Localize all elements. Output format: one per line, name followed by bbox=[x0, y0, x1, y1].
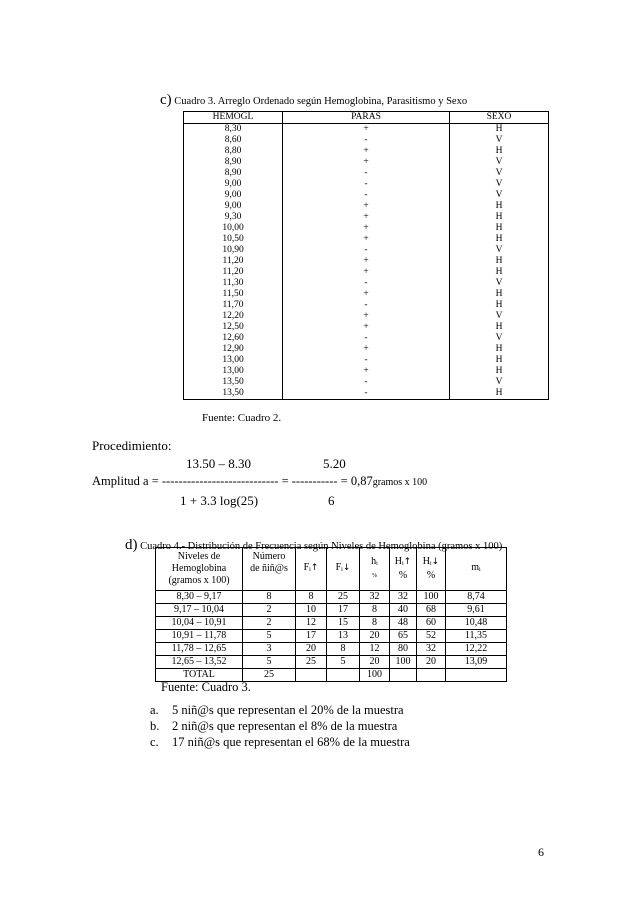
table-cell: 65 bbox=[390, 630, 417, 643]
table-cell: - bbox=[283, 333, 450, 344]
table-cell: V bbox=[450, 179, 549, 190]
table-cell: - bbox=[283, 179, 450, 190]
table-row bbox=[184, 344, 549, 355]
cuadro3-header-sexo: SEXO bbox=[450, 112, 549, 124]
procedimiento-label: Procedimiento: bbox=[92, 438, 172, 453]
table-cell: - bbox=[283, 135, 450, 146]
table-row bbox=[184, 278, 549, 289]
table-cell: 13,50 bbox=[184, 388, 283, 400]
table-cell: 8,60 bbox=[184, 135, 283, 146]
table-cell: + bbox=[283, 289, 450, 300]
table-cell: 25 bbox=[296, 656, 327, 669]
table-cell: 20 bbox=[417, 656, 446, 669]
table-cell: 100 bbox=[390, 656, 417, 669]
table-cell: 100 bbox=[360, 669, 390, 682]
table-cell: 13 bbox=[327, 630, 360, 643]
table-cell: 11,78 – 12,65 bbox=[156, 643, 243, 656]
table-cell: 15 bbox=[327, 617, 360, 630]
cuadro3-letter: c) bbox=[160, 92, 172, 108]
table-cell: 8 bbox=[360, 604, 390, 617]
table-cell: H bbox=[450, 223, 549, 234]
table-row bbox=[184, 377, 549, 388]
table-cell bbox=[417, 669, 446, 682]
table-cell bbox=[327, 669, 360, 682]
table-row bbox=[184, 267, 549, 278]
table-cell: H bbox=[450, 212, 549, 223]
table-cell: 11,20 bbox=[184, 256, 283, 267]
table-cell: 12,22 bbox=[446, 643, 507, 656]
table-cell: 25 bbox=[327, 591, 360, 604]
arrow-up-icon: ↑ bbox=[403, 557, 412, 567]
table-cell: 68 bbox=[417, 604, 446, 617]
table-cell: H bbox=[450, 388, 549, 400]
cuadro4-table bbox=[155, 547, 507, 682]
header-niveles: Niveles de Hemoglobina (gramos x 100) bbox=[156, 548, 243, 591]
table-cell: 11,50 bbox=[184, 289, 283, 300]
table-cell: 10 bbox=[296, 604, 327, 617]
header-mi: mi bbox=[446, 548, 507, 591]
amplitude-denominator: 1 + 3.3 log(25) bbox=[180, 493, 259, 508]
table-row bbox=[156, 656, 507, 669]
table-cell: + bbox=[283, 322, 450, 333]
table-row bbox=[184, 179, 549, 190]
table-cell: H bbox=[450, 256, 549, 267]
header-fi-up: Fi↑ bbox=[296, 548, 327, 591]
table-cell: 12,50 bbox=[184, 322, 283, 333]
table-cell: 9,00 bbox=[184, 179, 283, 190]
table-cell: 10,00 bbox=[184, 223, 283, 234]
table-row bbox=[184, 333, 549, 344]
table-cell: 13,00 bbox=[184, 366, 283, 377]
header-numero: Número de ñiñ@s bbox=[243, 548, 296, 591]
table-cell: 20 bbox=[296, 643, 327, 656]
table-cell: 13,09 bbox=[446, 656, 507, 669]
table-row bbox=[184, 190, 549, 201]
table-row bbox=[184, 135, 549, 146]
cuadro3-header-paras: PARAS bbox=[283, 112, 450, 124]
table-cell: 12,65 – 13,52 bbox=[156, 656, 243, 669]
table-cell bbox=[390, 669, 417, 682]
table-cell: 17 bbox=[327, 604, 360, 617]
table-cell: 32 bbox=[390, 591, 417, 604]
table-cell: 5 bbox=[327, 656, 360, 669]
table-cell: 9,17 – 10,04 bbox=[156, 604, 243, 617]
table-cell: 12,90 bbox=[184, 344, 283, 355]
table-cell: 32 bbox=[417, 643, 446, 656]
amplitude-numerator: 13.50 – 8.30 bbox=[186, 456, 251, 471]
table-cell: H bbox=[450, 289, 549, 300]
table-cell: 12,60 bbox=[184, 333, 283, 344]
table-cell: V bbox=[450, 333, 549, 344]
table-cell: 20 bbox=[360, 630, 390, 643]
amplitude-units: gramos x 100 bbox=[372, 477, 428, 488]
arrow-down-icon: ↓ bbox=[342, 563, 351, 573]
table-row bbox=[184, 322, 549, 333]
table-cell: H bbox=[450, 146, 549, 157]
table-cell: - bbox=[283, 168, 450, 179]
header-Hi-down: Hi↓ % bbox=[417, 548, 446, 591]
table-row bbox=[184, 201, 549, 212]
table-cell bbox=[296, 669, 327, 682]
table-cell: H bbox=[450, 201, 549, 212]
table-cell: 10,04 – 10,91 bbox=[156, 617, 243, 630]
table-cell: 8 bbox=[327, 643, 360, 656]
table-cell: 11,30 bbox=[184, 278, 283, 289]
table-row bbox=[184, 168, 549, 179]
table-cell: H bbox=[450, 124, 549, 136]
arrow-up-icon: ↑ bbox=[310, 563, 319, 573]
table-cell: H bbox=[450, 267, 549, 278]
table-row bbox=[156, 604, 507, 617]
table-cell: 48 bbox=[390, 617, 417, 630]
table-cell: 13,00 bbox=[184, 355, 283, 366]
table-cell: 13,50 bbox=[184, 377, 283, 388]
table-cell: + bbox=[283, 256, 450, 267]
table-cell: V bbox=[450, 157, 549, 168]
table-cell bbox=[446, 669, 507, 682]
table-row bbox=[184, 311, 549, 322]
table-cell: 20 bbox=[360, 656, 390, 669]
table-cell: 40 bbox=[390, 604, 417, 617]
table-cell: + bbox=[283, 234, 450, 245]
table-cell: + bbox=[283, 212, 450, 223]
table-row bbox=[184, 212, 549, 223]
table-cell: 2 bbox=[243, 604, 296, 617]
header-fi-down: Fi↓ bbox=[327, 548, 360, 591]
table-cell: 8,30 bbox=[184, 124, 283, 136]
table-row bbox=[184, 234, 549, 245]
table-row bbox=[184, 388, 549, 400]
table-cell: - bbox=[283, 355, 450, 366]
table-cell: H bbox=[450, 355, 549, 366]
table-cell: 8,90 bbox=[184, 168, 283, 179]
table-cell: 12,20 bbox=[184, 311, 283, 322]
table-cell: 8,80 bbox=[184, 146, 283, 157]
table-cell: 5 bbox=[243, 630, 296, 643]
cuadro3-heading bbox=[160, 92, 467, 109]
table-cell: H bbox=[450, 366, 549, 377]
table-row bbox=[184, 256, 549, 267]
arrow-down-icon: ↓ bbox=[431, 557, 440, 567]
table-row bbox=[156, 643, 507, 656]
table-cell: 9,61 bbox=[446, 604, 507, 617]
table-cell: V bbox=[450, 311, 549, 322]
table-row bbox=[184, 124, 549, 136]
table-cell: 12 bbox=[296, 617, 327, 630]
table-cell: + bbox=[283, 267, 450, 278]
table-cell: V bbox=[450, 135, 549, 146]
table-row bbox=[184, 157, 549, 168]
table-row bbox=[184, 355, 549, 366]
table-cell: 25 bbox=[243, 669, 296, 682]
amplitude-denominator-result: 6 bbox=[328, 493, 335, 508]
table-cell: H bbox=[450, 322, 549, 333]
table-cell: 60 bbox=[417, 617, 446, 630]
table-cell: + bbox=[283, 146, 450, 157]
table-cell: 5 bbox=[243, 656, 296, 669]
header-hi: hi % bbox=[360, 548, 390, 591]
table-cell: 8,30 – 9,17 bbox=[156, 591, 243, 604]
cuadro3-table bbox=[183, 111, 549, 400]
table-cell: V bbox=[450, 168, 549, 179]
amplitude-formula bbox=[92, 474, 427, 489]
cuadro4-source: Fuente: Cuadro 3. bbox=[161, 680, 251, 694]
table-cell: 80 bbox=[390, 643, 417, 656]
table-cell: 2 bbox=[243, 617, 296, 630]
table-row bbox=[156, 630, 507, 643]
table-cell: + bbox=[283, 157, 450, 168]
table-cell: 8 bbox=[360, 617, 390, 630]
table-cell: + bbox=[283, 366, 450, 377]
table-cell: 11,20 bbox=[184, 267, 283, 278]
cuadro3-source: Fuente: Cuadro 2. bbox=[202, 412, 282, 424]
table-cell: 10,48 bbox=[446, 617, 507, 630]
table-row bbox=[156, 591, 507, 604]
table-cell: 3 bbox=[243, 643, 296, 656]
table-cell: 8,90 bbox=[184, 157, 283, 168]
cuadro3-header-hemogl: HEMOGL bbox=[184, 112, 283, 124]
table-cell: 10,91 – 11,78 bbox=[156, 630, 243, 643]
table-cell: 8 bbox=[243, 591, 296, 604]
table-cell: + bbox=[283, 223, 450, 234]
table-cell: H bbox=[450, 234, 549, 245]
table-cell: + bbox=[283, 124, 450, 136]
table-cell: 11,70 bbox=[184, 300, 283, 311]
table-cell: H bbox=[450, 344, 549, 355]
table-row bbox=[156, 617, 507, 630]
table-row bbox=[184, 223, 549, 234]
page-number: 6 bbox=[538, 845, 544, 859]
table-cell: 12 bbox=[360, 643, 390, 656]
list-item: c. 17 niñ@s que representan el 68% de la muestra bbox=[150, 735, 410, 749]
table-cell: V bbox=[450, 278, 549, 289]
table-cell: 10,90 bbox=[184, 245, 283, 256]
table-cell: H bbox=[450, 300, 549, 311]
table-cell: 9,00 bbox=[184, 190, 283, 201]
table-cell: TOTAL bbox=[156, 669, 243, 682]
table-row bbox=[184, 300, 549, 311]
table-cell: 9,00 bbox=[184, 201, 283, 212]
table-cell: + bbox=[283, 344, 450, 355]
table-cell: 17 bbox=[296, 630, 327, 643]
table-cell: 100 bbox=[417, 591, 446, 604]
table-cell: V bbox=[450, 190, 549, 201]
cuadro4-letter: d) bbox=[125, 537, 138, 553]
table-cell: 9,30 bbox=[184, 212, 283, 223]
table-cell: 11,35 bbox=[446, 630, 507, 643]
table-row bbox=[184, 289, 549, 300]
cuadro4-title: Cuadro 4.- Distribución de Frecuencia según Niveles de Hemoglobina (gramos x 100) bbox=[140, 541, 503, 552]
list-item: b. 2 niñ@s que representan el 8% de la muestra bbox=[150, 719, 398, 733]
table-row bbox=[184, 366, 549, 377]
table-cell: - bbox=[283, 190, 450, 201]
table-cell: - bbox=[283, 377, 450, 388]
table-cell: 52 bbox=[417, 630, 446, 643]
table-cell: + bbox=[283, 311, 450, 322]
table-cell: 32 bbox=[360, 591, 390, 604]
table-row bbox=[184, 245, 549, 256]
table-cell: - bbox=[283, 300, 450, 311]
table-cell: + bbox=[283, 201, 450, 212]
table-cell: V bbox=[450, 245, 549, 256]
list-item: a. 5 niñ@s que representan el 20% de la muestra bbox=[150, 703, 404, 717]
table-cell: - bbox=[283, 245, 450, 256]
table-cell: 8 bbox=[296, 591, 327, 604]
table-cell: 8,74 bbox=[446, 591, 507, 604]
header-Hi-up: Hi↑ % bbox=[390, 548, 417, 591]
table-cell: V bbox=[450, 377, 549, 388]
amplitude-formula-text: Amplitud a = ---------------------------- = ----------- = 0,87 bbox=[92, 474, 373, 488]
table-cell: - bbox=[283, 388, 450, 400]
table-row bbox=[184, 146, 549, 157]
amplitude-numerator-result: 5.20 bbox=[323, 456, 346, 471]
table-cell: - bbox=[283, 278, 450, 289]
table-cell: 10,50 bbox=[184, 234, 283, 245]
cuadro3-title: Cuadro 3. Arreglo Ordenado según Hemoglobina, Parasitismo y Sexo bbox=[174, 96, 468, 107]
